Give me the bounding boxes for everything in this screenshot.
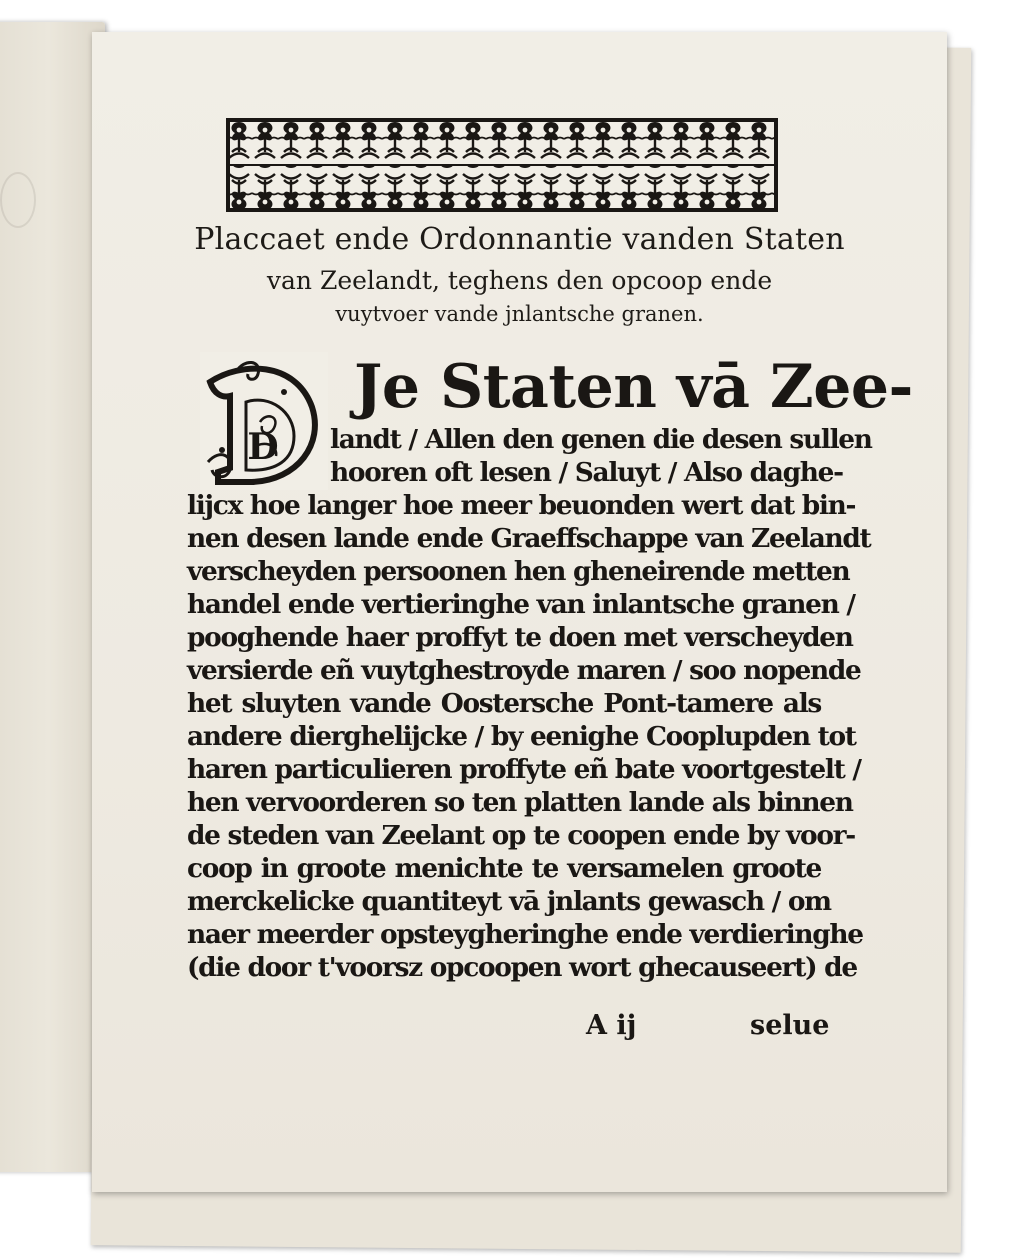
document-page — [92, 32, 947, 1192]
body-line-10: andere dierghelijcke / by eenighe Cooplupden tot — [187, 721, 856, 752]
body-line-15: merckelicke quantiteyt vā jnlants gewasch / om — [187, 886, 831, 917]
body-line-8: versierde eñ vuytghestroyde maren / soo nopende — [187, 655, 861, 686]
catchword: selue — [750, 1010, 830, 1041]
body-line-1: landt / Allen den genen die desen sullen — [330, 424, 872, 455]
left-facing-page — [0, 22, 105, 1172]
body-line-6: handel ende vertieringhe van inlantsche granen / — [187, 589, 855, 620]
body-line-12: hen vervoorderen so ten platten lande als binnen — [187, 787, 853, 818]
body-line-9: het sluyten vande Oostersche Pont-tamere als — [187, 688, 821, 719]
body-line-11: haren particulieren proffyte eñ bate voortgestelt / — [187, 754, 861, 785]
body-line-2: hooren oft lesen / Saluyt / Also daghe- — [330, 457, 843, 488]
decorated-initial-d — [200, 352, 328, 490]
ornamental-border-band — [226, 118, 778, 212]
body-line-16: naer meerder opsteygheringhe ende verdieringhe — [187, 919, 863, 950]
body-line-14: coop in groote menichte te versamelen groote — [187, 853, 821, 884]
body-line-5: verscheyden persoonen hen gheneirende metten — [187, 556, 850, 587]
body-line-17: (die door t'voorsz opcoopen wort ghecauseert) de — [187, 952, 857, 983]
body-line-7: pooghende haer proffyt te doen met verscheyden — [187, 622, 853, 653]
body-line-13: de steden van Zeelant op te coopen ende by voor- — [187, 820, 855, 851]
show-through-mark — [0, 172, 36, 228]
drop-cap-letter: D — [247, 426, 279, 468]
body-line-4: nen desen lande ende Graeffschappe van Zeelandt — [187, 523, 871, 554]
body-line-3: lijcx hoe langer hoe meer beuonden wert dat bin- — [187, 490, 856, 521]
opening-line: Je Staten vā Zee- — [354, 352, 913, 422]
title-line-3: vuytvoer vande jnlantsche granen. — [335, 302, 704, 326]
title-line-1: Placcaet ende Ordonnantie vanden Staten — [194, 222, 845, 257]
title-line-2: van Zeelandt, teghens den opcoop ende — [266, 266, 773, 295]
signature-mark: A ij — [586, 1010, 637, 1041]
